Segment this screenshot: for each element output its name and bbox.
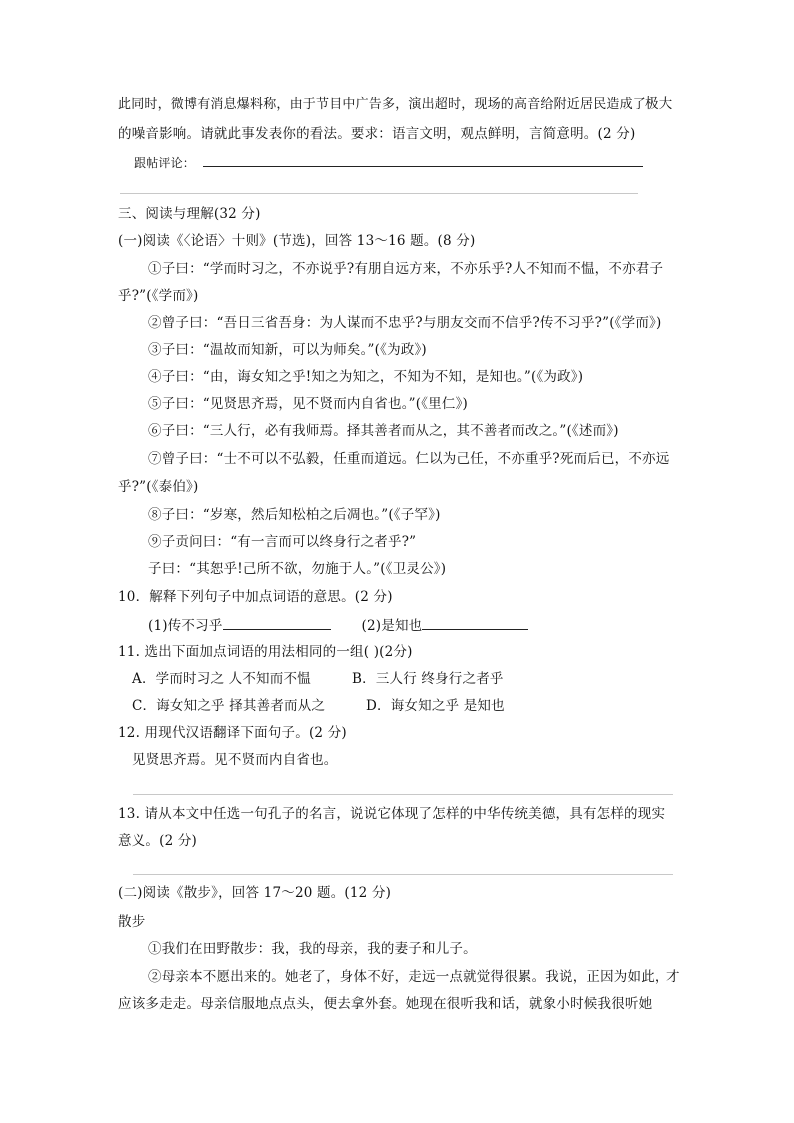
- quote-8: ⑧子曰：“岁寒，然后知松柏之后凋也。”(《子罕》): [148, 507, 441, 523]
- line-2: 的噪音影响。请就此事发表你的看法。要求：语言文明，观点鲜明，言简意明。(2 分): [118, 126, 636, 142]
- quote-9b: 子曰：“其恕乎!己所不欲，勿施于人。”(《卫灵公》): [148, 561, 447, 577]
- q11-option-b: B．三人行 终身行之者乎: [352, 671, 504, 687]
- quote-7b: 乎?”(《泰伯》): [118, 479, 199, 495]
- comment-row: [134, 153, 195, 173]
- question-12: 12. 用现代汉语翻译下面句子。(2 分): [118, 725, 347, 741]
- q10-answer-1[interactable]: [223, 615, 331, 630]
- quote-3: ③子曰：“温故而知新，可以为师矣。”(《为政》): [148, 342, 427, 358]
- quote-1a: ①子曰：“学而时习之，不亦说乎?有朋自远方来，不亦乐乎?人不知而不愠，不亦君子: [148, 261, 664, 277]
- quote-2: ②曾子曰：“吾日三省吾身：为人谋而不忠乎?与朋友交而不信乎?传不习乎?”(《学而》): [148, 315, 662, 331]
- section-3-title: 三、阅读与理解(32 分): [118, 206, 261, 222]
- essay-para-2a: ②母亲本不愿出来的。她老了，身体不好，走远一点就觉得很累。我说，正因为如此，: [148, 969, 669, 985]
- q10-item-2: (2)是知也: [361, 618, 423, 634]
- quote-1b: 乎?”(《学而》): [118, 288, 199, 304]
- q11-option-d: D．诲女知之乎 是知也: [366, 698, 505, 714]
- essay-heading: 散步: [118, 914, 146, 930]
- line-1-text: 此同时，微博有消息爆料称，由于节目中广告多，演出超时，现场的高音给附近居民造成了: [118, 97, 647, 112]
- divider-1: [120, 193, 638, 194]
- part-1-title: (一)阅读《〈论语〉十则》(节选)，回答 13～16 题。(8 分): [118, 233, 476, 249]
- line-1-end: 极大: [645, 96, 673, 112]
- question-10: 10．解释下列句子中加点词语的意思。(2 分): [118, 589, 393, 605]
- part-2-title: (二)阅读《散步》，回答 17～20 题。(12 分): [118, 885, 392, 901]
- comment-input-line[interactable]: [203, 166, 643, 167]
- quote-4: ④子曰：“由，诲女知之乎!知之为知之，不知为不知，是知也。”(《为政》): [148, 369, 584, 385]
- comment-label: 跟帖评论：: [134, 156, 196, 170]
- quote-5: ⑤子曰：“见贤思齐焉，见不贤而内自省也。”(《里仁》): [148, 396, 468, 412]
- q12-sentence: 见贤思齐焉。见不贤而内自省也。: [132, 752, 338, 768]
- quote-9: ⑨子贡问曰：“有一言而可以终身行之者乎?”: [148, 534, 417, 550]
- q11-option-c: C．诲女知之乎 择其善者而从之: [132, 698, 326, 714]
- divider-3: [133, 874, 673, 875]
- question-11: 11. 选出下面加点词语的用法相同的一组( )(2分): [118, 644, 413, 660]
- q11-option-a: A．学而时习之 人不知而不愠: [132, 671, 311, 687]
- question-13a: 13. 请从本文中任选一句孔子的名言，说说它体现了怎样的中华传统美德，具有怎样的现实: [118, 806, 666, 822]
- question-10-items: [148, 615, 528, 636]
- question-13b: 意义。(2 分): [118, 833, 198, 849]
- quote-7a: ⑦曾子曰：“士不可以不弘毅，任重而道远。仁以为己任，不亦重乎?死而后已，不亦远: [148, 451, 670, 467]
- quote-6: ⑥子曰：“三人行，必有我师焉。择其善者而从之，其不善者而改之。”(《述而》): [148, 423, 619, 439]
- essay-para-2a-end: 才: [666, 969, 680, 985]
- q10-item-1: (1)传不习乎: [148, 618, 223, 634]
- line-1: [118, 94, 646, 115]
- essay-para-2b: 应该多走走。母亲信服地点点头，便去拿外套。她现在很听我和话，就象小时候我很听她: [118, 996, 653, 1012]
- q10-answer-2[interactable]: [422, 615, 528, 630]
- essay-para-1: ①我们在田野散步：我，我的母亲，我的妻子和儿子。: [148, 941, 477, 957]
- divider-2: [133, 794, 673, 795]
